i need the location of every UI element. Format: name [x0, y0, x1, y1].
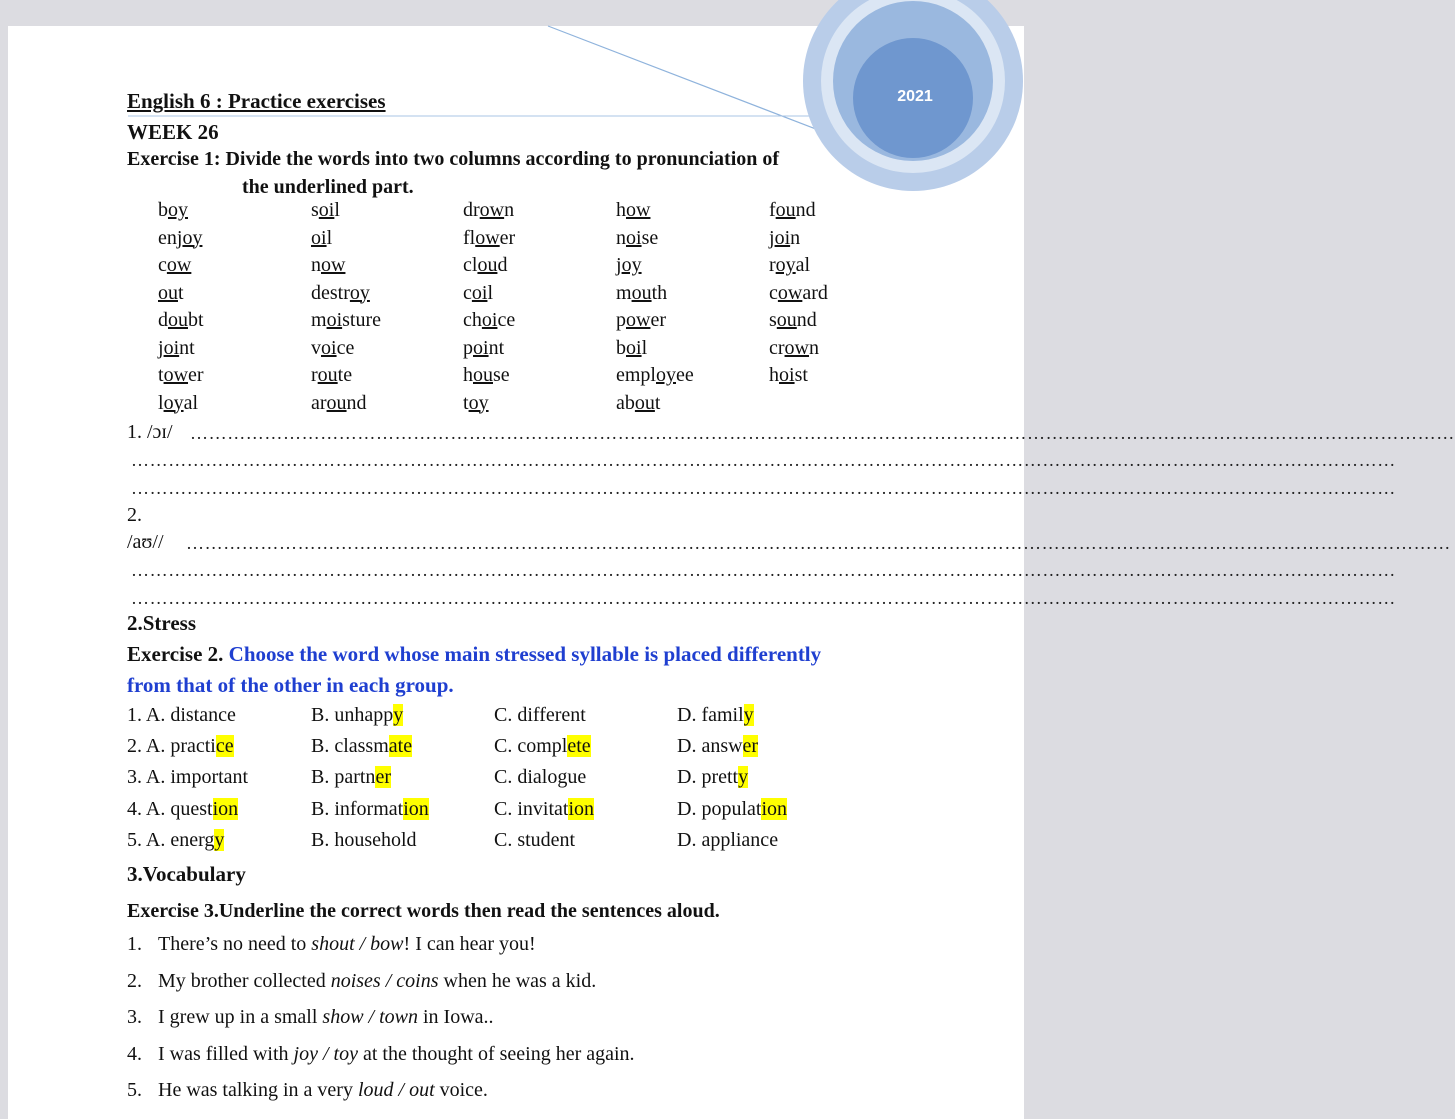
word-item: [311, 364, 352, 387]
word-underlined-part: oy: [621, 254, 642, 276]
word-item: [769, 227, 800, 250]
stress-option: [127, 735, 234, 758]
option-text: D. prett: [677, 766, 739, 789]
word-text: m: [311, 309, 327, 331]
word-underlined-part: oy: [468, 391, 489, 414]
word-item: [616, 364, 694, 387]
word-text: l: [334, 199, 340, 221]
word-text: th: [651, 281, 668, 304]
word-text: j: [616, 254, 622, 276]
option-text: D. famil: [677, 704, 744, 726]
option-text: 2. A. practi: [127, 735, 216, 758]
word-item: [311, 227, 332, 250]
stress-option: [311, 735, 412, 758]
option-text: B. informat: [311, 797, 404, 820]
word-underlined-part: oi: [471, 281, 488, 304]
sentence-text: at the thought of seeing her again.: [357, 1042, 635, 1065]
word-underlined-part: oi: [774, 226, 791, 249]
sentence-number: 3.: [127, 1006, 142, 1028]
word-text: st: [794, 364, 808, 386]
answer1-label: 1. /ɔɪ/: [127, 421, 173, 443]
word-underlined-part: oi: [626, 226, 642, 249]
word-text: v: [311, 336, 321, 359]
word-item: [158, 282, 184, 305]
word-item: [616, 254, 642, 277]
highlighted-syllable: ion: [212, 797, 239, 820]
word-underlined-part: ou: [776, 309, 797, 331]
word-item: [158, 309, 204, 332]
word-item: [463, 227, 515, 250]
word-underlined-part: oy: [656, 364, 676, 386]
word-text: m: [616, 281, 632, 304]
word-underlined-part: ou: [317, 364, 338, 386]
option-text: B. household: [311, 828, 417, 851]
word-text: c: [769, 281, 778, 304]
word-underlined-part: oi: [779, 364, 795, 386]
sentence-number: 5.: [127, 1079, 142, 1101]
word-text: er: [188, 364, 204, 386]
word-item: [769, 199, 816, 222]
word-item: [158, 227, 202, 250]
word-text: n: [504, 199, 515, 221]
word-text: l: [641, 336, 648, 359]
sentence-text: I grew up in a small: [158, 1006, 323, 1028]
word-choice[interactable]: show / town: [322, 1006, 418, 1028]
word-text: s: [769, 309, 777, 331]
stress-option: [494, 766, 586, 789]
word-item: [463, 254, 507, 277]
sentence-text: when he was a kid.: [438, 969, 597, 992]
word-text: al: [795, 254, 811, 276]
word-text: se: [493, 364, 510, 386]
word-item: [616, 309, 666, 332]
sentence: [158, 933, 536, 956]
word-text: te: [337, 364, 353, 386]
word-choice[interactable]: joy / toy: [293, 1042, 358, 1065]
stress-option: [311, 704, 403, 727]
word-item: [616, 282, 667, 305]
stress-option: [677, 829, 778, 852]
word-text: se: [641, 226, 659, 249]
word-item: [616, 199, 650, 222]
sentence: [158, 1043, 635, 1066]
word-underlined-part: ou: [775, 199, 796, 221]
word-underlined-part: ow: [166, 254, 192, 276]
word-item: [158, 199, 188, 222]
word-underlined-part: oi: [326, 309, 343, 331]
word-text: f: [769, 199, 776, 221]
word-item: [616, 392, 660, 415]
word-text: bt: [188, 309, 204, 331]
section3-title: 3.Vocabulary: [127, 862, 246, 886]
word-underlined-part: ow: [626, 199, 651, 221]
stress-option: [494, 829, 575, 852]
option-text: C. different: [494, 704, 586, 726]
word-underlined-part: ow: [163, 364, 189, 386]
word-underlined-part: oy: [168, 199, 188, 221]
week-label: WEEK 26: [127, 120, 219, 144]
highlighted-syllable: y: [214, 828, 225, 851]
word-underlined-part: oy: [182, 226, 203, 249]
word-item: [158, 254, 191, 277]
word-underlined-part: ow: [626, 309, 651, 331]
word-text: n: [809, 336, 819, 359]
highlighted-syllable: ce: [215, 735, 234, 758]
word-text: nd: [795, 199, 816, 221]
word-text: nd: [796, 309, 817, 331]
word-text: n: [311, 254, 321, 276]
word-text: ar: [311, 391, 327, 414]
word-text: er: [499, 226, 516, 249]
word-text: al: [183, 391, 198, 414]
answer2-line: ……………………………………………………………………………………………………………………………………………………………………………………: [186, 533, 1451, 553]
exercise2-prefix: Exercise 2.: [127, 642, 229, 666]
word-underlined-part: ow: [321, 254, 346, 276]
exercise1-heading-cont: the underlined part.: [242, 176, 414, 198]
word-item: [463, 309, 515, 332]
sentence-text: voice.: [434, 1079, 488, 1101]
word-item: [463, 337, 504, 360]
highlighted-syllable: ete: [567, 735, 591, 758]
word-text: empl: [616, 364, 656, 386]
word-choice[interactable]: shout / bow: [311, 933, 404, 955]
answer2-label: 2.: [127, 504, 142, 526]
word-text: j: [769, 226, 775, 249]
option-text: D. appliance: [677, 828, 779, 851]
word-item: [769, 309, 817, 332]
word-text: j: [158, 336, 164, 359]
highlighted-syllable: y: [393, 704, 404, 726]
word-text: p: [616, 309, 626, 331]
option-text: 3. A. important: [127, 766, 249, 789]
word-text: c: [463, 281, 472, 304]
word-text: h: [769, 364, 779, 386]
exercise3-heading: Exercise 3.Underline the correct words then read the sentences aloud.: [127, 900, 720, 922]
sentence-text: in Iowa..: [417, 1006, 494, 1028]
option-text: 5. A. energ: [127, 828, 215, 851]
sentence-text: My brother collected: [158, 969, 331, 992]
word-item: [311, 337, 354, 360]
word-text: destr: [311, 281, 350, 304]
word-item: [311, 254, 345, 277]
word-text: ab: [616, 391, 635, 414]
word-text: dr: [463, 199, 480, 221]
word-text: ce: [497, 309, 516, 331]
word-underlined-part: ou: [634, 391, 655, 414]
word-text: cr: [769, 336, 785, 359]
word-text: d: [158, 309, 168, 331]
option-text: C. compl: [494, 735, 568, 758]
word-item: [158, 364, 204, 387]
stress-option: [677, 735, 758, 758]
word-underlined-part: ow: [475, 226, 500, 249]
word-text: nt: [179, 336, 195, 359]
answer2-line-2: ……………………………………………………………………………………………………………………………………………………………………………………: [131, 560, 1396, 580]
stress-option: [311, 766, 391, 789]
exercise2-heading: [127, 642, 821, 667]
word-text: cl: [463, 254, 478, 276]
word-underlined-part: oi: [473, 336, 489, 359]
stress-option: [494, 798, 594, 821]
highlighted-syllable: ion: [403, 797, 429, 820]
word-text: nt: [488, 336, 505, 359]
word-item: [311, 392, 367, 415]
highlighted-syllable: ion: [568, 797, 595, 820]
word-text: nd: [346, 391, 367, 414]
exercise1-heading: Exercise 1: Divide the words into two columns according to pronunciation of: [127, 148, 780, 170]
option-text: C. invitat: [494, 797, 569, 820]
word-underlined-part: oy: [349, 281, 370, 304]
word-item: [311, 199, 340, 222]
stress-option: [494, 704, 586, 727]
word-underlined-part: ow: [479, 199, 505, 221]
stress-option: [311, 798, 429, 821]
word-underlined-part: ou: [326, 391, 347, 414]
word-item: [311, 309, 381, 332]
word-underlined-part: oi: [626, 336, 642, 359]
word-underlined-part: oi: [311, 226, 327, 249]
sentence-text: He was talking in a very: [158, 1079, 358, 1101]
word-underlined-part: ow: [784, 336, 809, 359]
answer1-line: ……………………………………………………………………………………………………………………………………………………………………………………: [190, 423, 1455, 443]
word-text: s: [311, 199, 319, 221]
word-underlined-part: oi: [163, 336, 180, 359]
sentence-text: ! I can hear you!: [403, 933, 536, 955]
sentence: [158, 1079, 488, 1102]
sentence: [158, 970, 596, 993]
word-text: n: [790, 226, 801, 249]
word-text: b: [158, 199, 168, 221]
word-item: [158, 337, 195, 360]
word-item: [463, 392, 489, 415]
highlighted-syllable: er: [742, 735, 759, 758]
word-item: [463, 364, 510, 387]
stress-option: [494, 735, 591, 758]
word-text: ee: [676, 364, 694, 386]
word-text: r: [769, 254, 776, 276]
sentence-text: I was filled with: [158, 1042, 294, 1065]
word-text: t: [654, 391, 661, 414]
word-text: p: [463, 336, 473, 359]
word-underlined-part: ou: [631, 281, 652, 304]
answer2-sound: /aʊ//: [127, 531, 164, 553]
word-item: [769, 364, 808, 387]
word-text: fl: [463, 226, 476, 249]
stress-option: [677, 766, 748, 789]
word-item: [616, 227, 658, 250]
word-underlined-part: ou: [473, 364, 493, 386]
word-text: t: [158, 364, 164, 386]
word-underlined-part: oy: [163, 391, 184, 414]
word-text: ard: [802, 281, 828, 304]
highlighted-syllable: y: [738, 766, 749, 789]
word-underlined-part: oi: [481, 309, 498, 331]
stress-option: [127, 704, 236, 727]
word-text: ch: [463, 309, 482, 331]
worksheet-page: [8, 26, 1455, 1119]
stress-option: [127, 766, 248, 789]
word-item: [769, 254, 810, 277]
highlighted-syllable: y: [743, 704, 754, 726]
option-text: B. unhapp: [311, 704, 394, 726]
answer2-line-3: ……………………………………………………………………………………………………………………………………………………………………………………: [131, 588, 1396, 608]
option-text: D. answ: [677, 735, 743, 758]
word-choice[interactable]: noises / coins: [330, 969, 439, 992]
word-text: ce: [336, 336, 355, 359]
word-underlined-part: oy: [775, 254, 796, 276]
word-text: d: [497, 254, 508, 276]
stress-option: [127, 829, 224, 852]
exercise2-instruction: Choose the word whose main stressed syllable is placed differently: [228, 642, 822, 666]
word-text: b: [616, 336, 626, 359]
sentence: [158, 1006, 494, 1029]
sentence-number: 2.: [127, 969, 142, 992]
option-text: B. partn: [311, 766, 376, 789]
word-text: t: [463, 391, 469, 414]
word-text: l: [326, 226, 333, 249]
sentence-number: 4.: [127, 1042, 142, 1065]
word-text: h: [616, 199, 626, 221]
word-choice[interactable]: loud / out: [357, 1079, 435, 1101]
exercise2-instruction-cont: from that of the other in each group.: [127, 673, 454, 697]
sentence-text: There’s no need to: [158, 933, 312, 955]
word-item: [769, 337, 819, 360]
word-underlined-part: oi: [318, 199, 335, 221]
stress-option: [677, 704, 754, 727]
option-text: C. dialogue: [494, 766, 587, 789]
year-badge: 2021: [897, 88, 933, 105]
word-item: [463, 199, 514, 222]
highlighted-syllable: er: [375, 766, 391, 789]
word-underlined-part: ow: [777, 281, 803, 304]
word-underlined-part: oi: [321, 336, 337, 359]
option-text: B. classm: [311, 735, 389, 758]
word-text: er: [650, 309, 666, 331]
word-item: [769, 282, 828, 305]
word-underlined-part: ou: [158, 281, 178, 304]
stress-option: [677, 798, 787, 821]
option-text: 1. A. distance: [127, 704, 236, 726]
word-item: [463, 282, 493, 305]
option-text: C. student: [494, 828, 576, 851]
option-text: 4. A. quest: [127, 797, 213, 820]
option-text: D. populat: [677, 797, 762, 820]
stress-option: [311, 829, 417, 852]
highlighted-syllable: ate: [388, 735, 413, 758]
word-text: enj: [158, 226, 183, 249]
answer1-line-2: ……………………………………………………………………………………………………………………………………………………………………………………: [131, 450, 1396, 470]
word-text: t: [178, 281, 184, 304]
word-item: [616, 337, 647, 360]
word-item: [311, 282, 370, 305]
word-text: l: [158, 391, 164, 414]
sentence-number: 1.: [127, 933, 142, 955]
stress-option: [127, 798, 238, 821]
word-text: c: [158, 254, 167, 276]
page-title: English 6 : Practice exercises: [127, 89, 386, 113]
word-underlined-part: ou: [477, 254, 498, 276]
answer1-line-3: ……………………………………………………………………………………………………………………………………………………………………………………: [131, 478, 1396, 498]
section2-title: 2.Stress: [127, 611, 197, 635]
word-item: [158, 392, 198, 415]
word-text: r: [311, 364, 318, 386]
word-underlined-part: ou: [168, 309, 188, 331]
word-text: l: [487, 281, 494, 304]
word-text: sture: [342, 309, 382, 331]
word-text: n: [616, 226, 626, 249]
word-text: h: [463, 364, 473, 386]
highlighted-syllable: ion: [761, 797, 787, 820]
